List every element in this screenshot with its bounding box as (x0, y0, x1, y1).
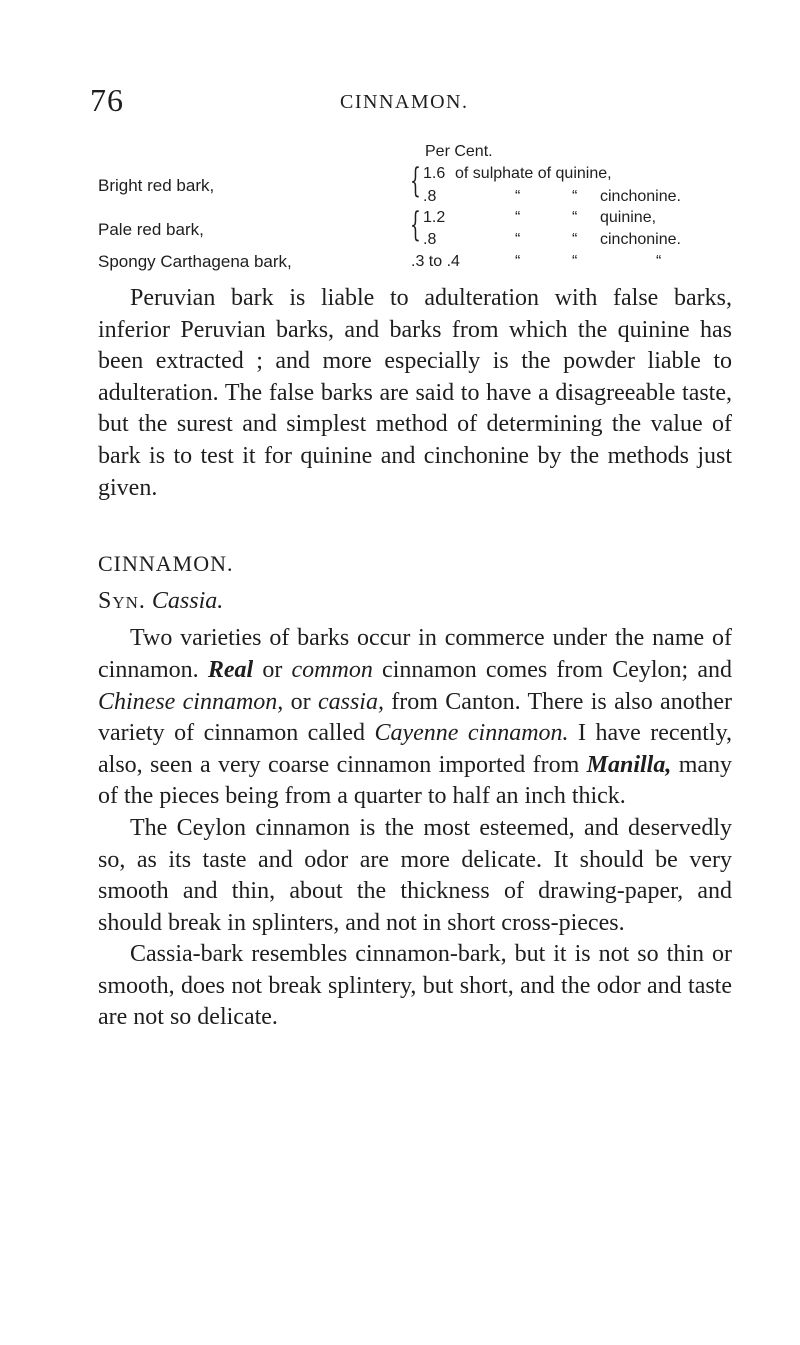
ditto-mark: “ (515, 209, 521, 226)
text-run: or (290, 688, 311, 715)
term-cinchonine: cinchonine. (600, 188, 681, 205)
emphasis-chinese-cinnamon: Chinese cinnamon, (98, 688, 284, 715)
ditto-mark: “ (572, 209, 578, 226)
ditto-mark: “ (515, 231, 521, 248)
value-bright-red-cinchonine: .8 (423, 188, 437, 205)
brace-bright-red: { (410, 161, 421, 201)
text-run: cinnamon comes from Ceylon; and (382, 656, 733, 683)
brace-pale-red: { (410, 205, 421, 245)
bark-yield-table (0, 0, 800, 270)
page-number: 76 (90, 82, 124, 118)
paragraph-cassia-bark: Cassia-bark resembles cinnamon-bark, but it is not so thin or smooth, does not break splintery, but short, and the odor and taste are not so delicate. (98, 941, 732, 1031)
synonym-line (98, 586, 732, 618)
paragraph-peruvian-bark: Peruvian bark is liable to adulteration with false barks, inferior Peruvian barks, and barks from which the quinine has been extracted ; and more especially is the powder liable to adulteration. The false barks are said to have a disagreeable taste, but the surest and simplest method of determining the value of bark is to test it for quinine and cinchonine by the methods just given. (98, 285, 732, 501)
value-spongy-carthagena: .3 to .4 (411, 253, 460, 270)
column-header: Per Cent. (425, 143, 493, 160)
page-body (98, 283, 732, 1034)
value-pale-red-cinchonine: .8 (423, 231, 437, 248)
ditto-mark: “ (515, 188, 521, 205)
term-quinine: quinine, (600, 209, 657, 226)
ditto-mark: “ (572, 253, 578, 270)
text-run: I have recently, also, seen a very coarse cinnamon imported from (98, 720, 733, 778)
text-run: many of the pieces being from a quarter to half an inch thick. (98, 751, 733, 810)
text-run: or (262, 656, 283, 683)
emphasis-real: Real (207, 656, 254, 683)
value-pale-red-quinine: 1.2 (423, 209, 446, 226)
paragraph-ceylon-cinnamon: The Ceylon cinnamon is the most esteemed, and deservedly so, as its taste and odor are more delicate. It should be very smooth and thin, about the thickness of drawing-paper, and should break in splinters, and not in short cross-pieces. (98, 814, 732, 936)
text-run: Two varieties of barks occur in commerce under the name of cinnamon. (98, 625, 732, 683)
ditto-mark: “ (515, 253, 521, 270)
row-label-pale-red: Pale red bark, (98, 220, 204, 239)
emphasis-manilla: Manilla, (586, 751, 672, 778)
ditto-mark: “ (572, 188, 578, 205)
emphasis-common: common (291, 656, 373, 683)
value-bright-red-quinine: 1.6 (423, 165, 446, 182)
row-label-bright-red: Bright red bark, (98, 176, 215, 195)
paragraph-varieties (98, 623, 732, 813)
running-head: CINNAMON. (340, 91, 469, 113)
ditto-mark: “ (656, 253, 662, 270)
emphasis-cayenne-cinnamon: Cayenne cinnamon. (374, 720, 569, 747)
synonym-value: Cassia. (151, 587, 224, 614)
text-run: from Canton. There is also another variety of cinnamon called (98, 688, 733, 747)
ditto-mark: “ (572, 231, 578, 248)
section-title: CINNAMON. (98, 551, 234, 577)
emphasis-cassia: cassia, (317, 688, 384, 715)
row-label-spongy-carthagena: Spongy Carthagena bark, (98, 252, 292, 271)
synonym-label: Syn. (98, 587, 146, 614)
term-sulphate-quinine: of sulphate of quinine, (455, 165, 612, 182)
term-cinchonine: cinchonine. (600, 231, 681, 248)
